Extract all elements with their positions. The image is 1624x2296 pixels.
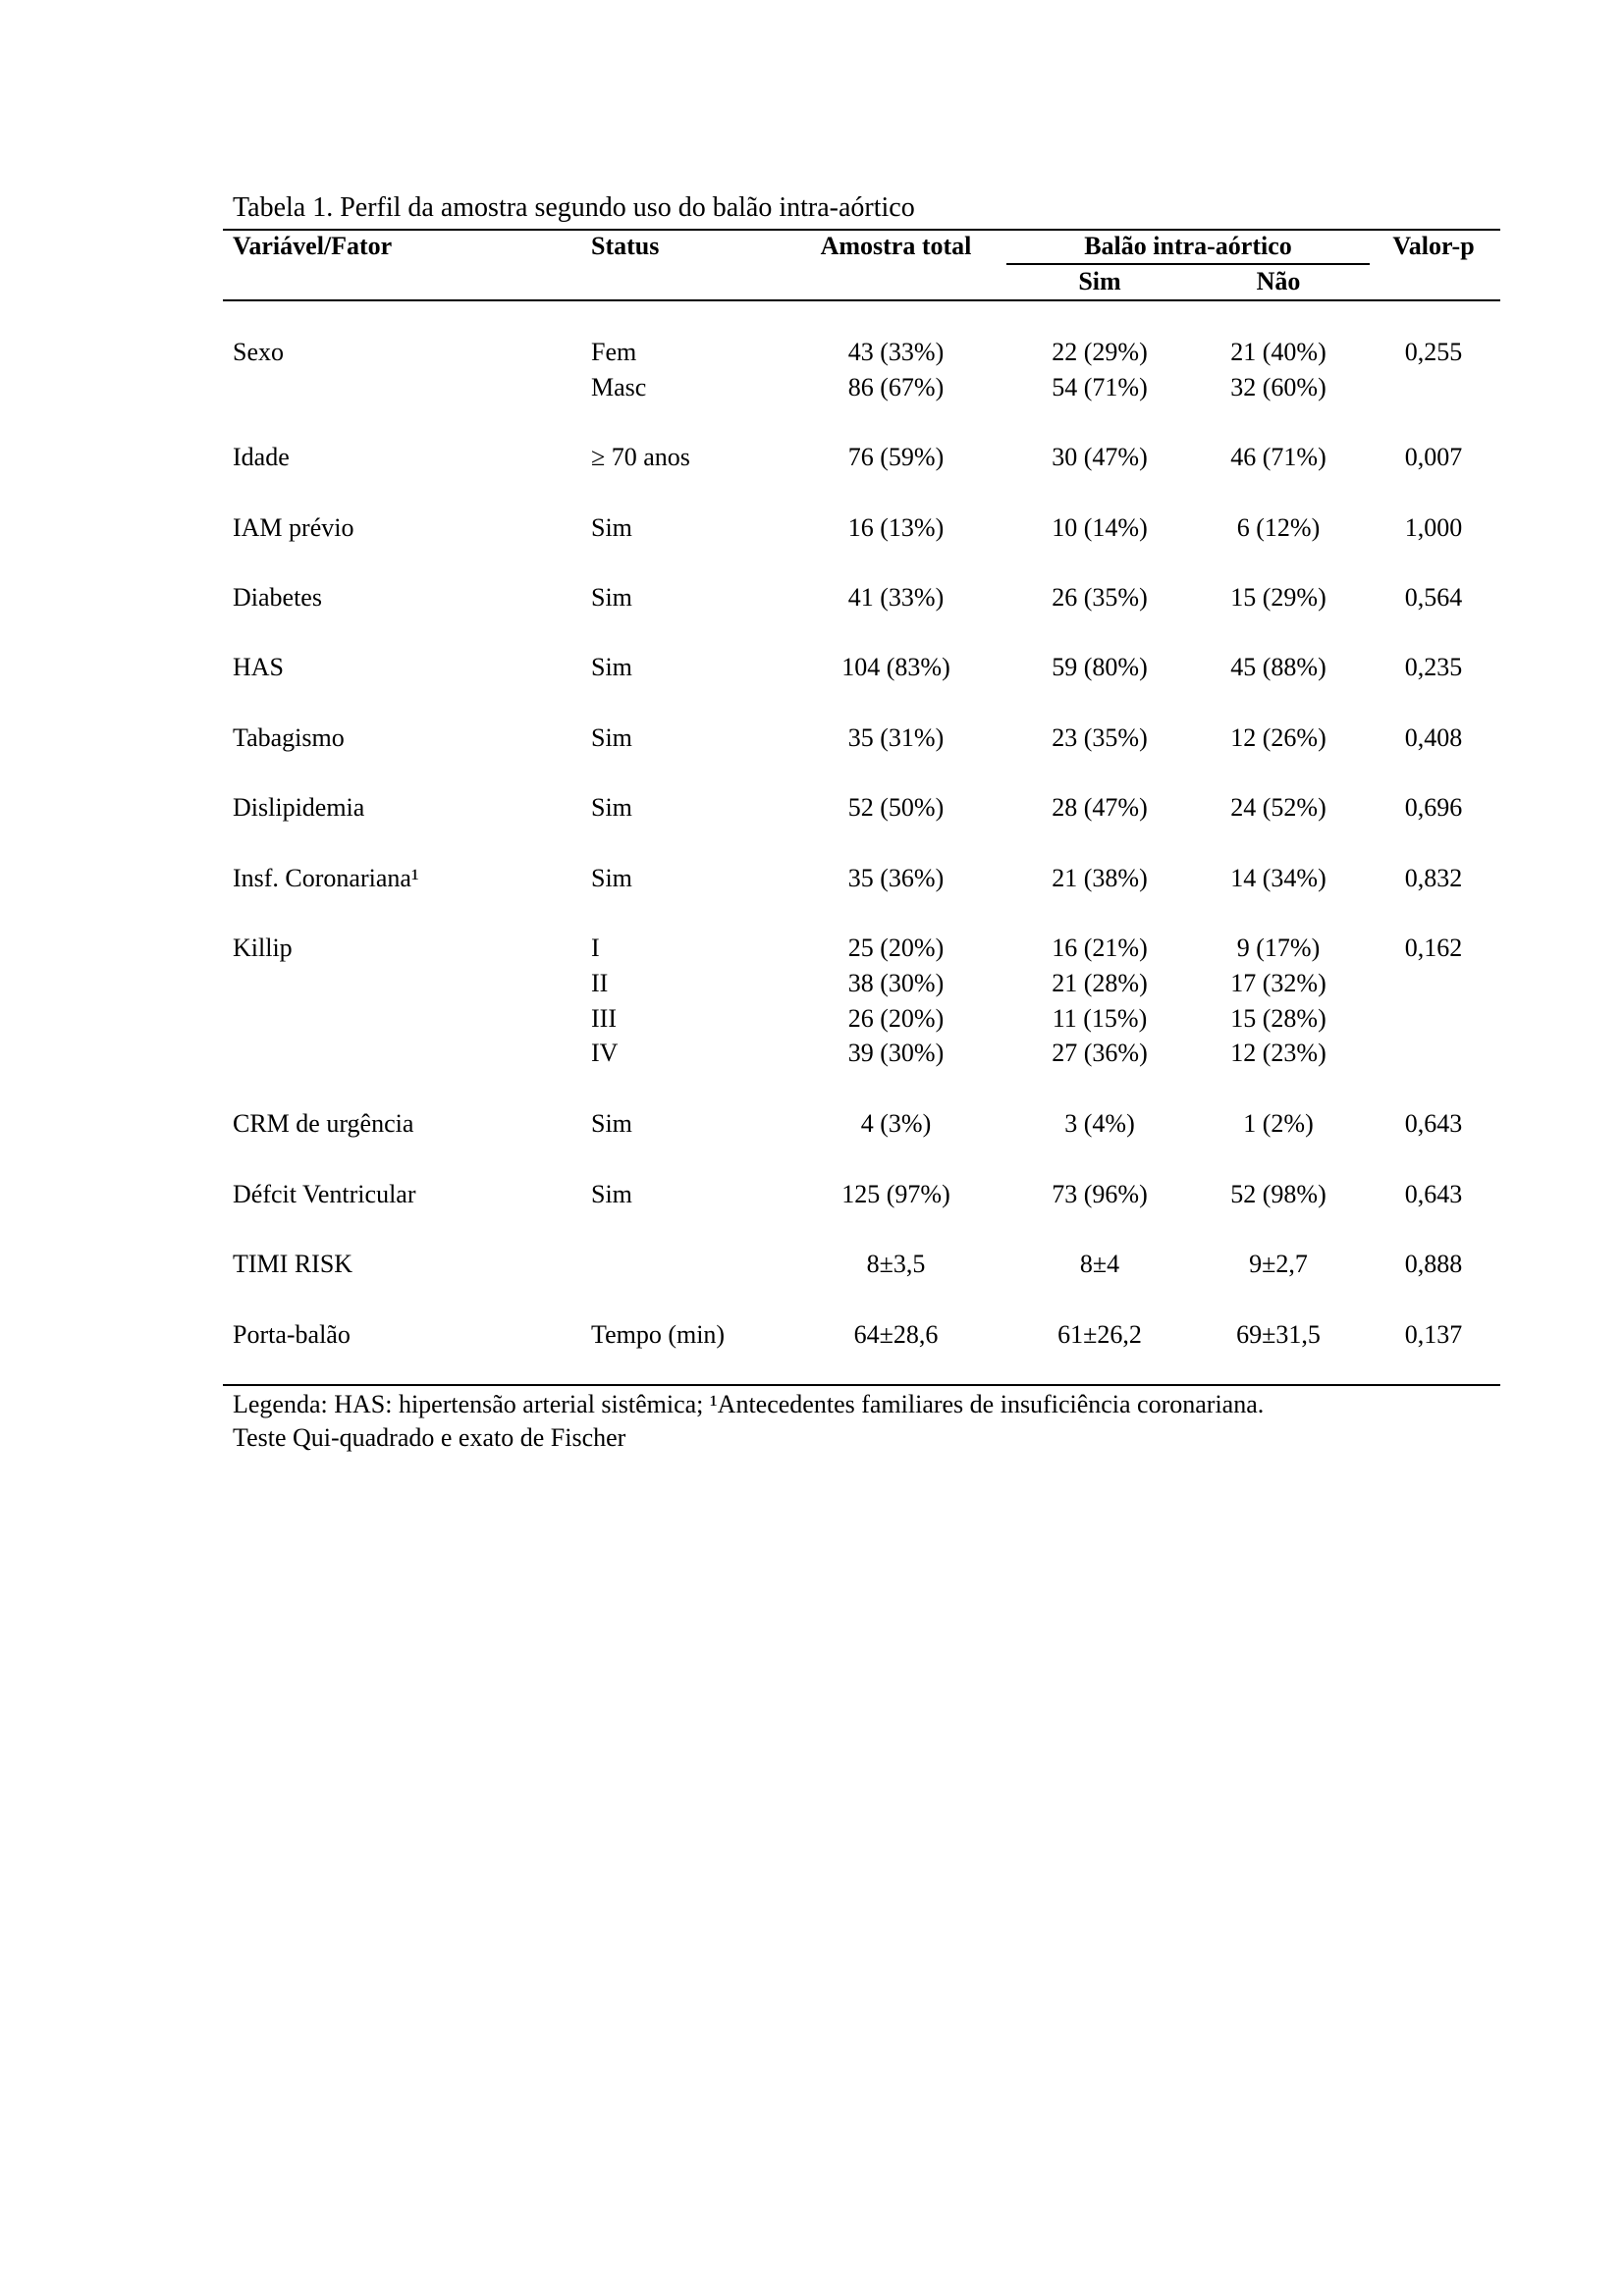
row-sim: 21 (38%) [1052, 864, 1148, 892]
row-nao: 21 (40%) [1230, 338, 1326, 366]
row-nao: 52 (98%) [1230, 1180, 1326, 1208]
legend-line-2: Teste Qui-quadrado e exato de Fischer [233, 1423, 626, 1452]
row-total: 38 (30%) [847, 969, 945, 997]
row-nao: 69±31,5 [1236, 1320, 1321, 1349]
row-status: Sim [591, 793, 632, 822]
row-status: Tempo (min) [591, 1320, 726, 1349]
header-sim: Sim [1078, 267, 1121, 295]
row-sim: 23 (35%) [1052, 723, 1148, 752]
row-total: 8±3,5 [866, 1250, 926, 1278]
row-nao: 24 (52%) [1230, 793, 1326, 822]
row-sim: 61±26,2 [1057, 1320, 1142, 1349]
row-nao: 9±2,7 [1249, 1250, 1308, 1278]
row-status: Sim [591, 513, 632, 542]
row-status: Sim [591, 1109, 632, 1138]
row-total: 35 (31%) [847, 723, 945, 752]
row-variable: Défcit Ventricular [233, 1180, 416, 1208]
row-nao: 46 (71%) [1230, 443, 1326, 471]
row-p-value: 0,162 [1404, 934, 1463, 962]
row-variable: TIMI RISK [233, 1250, 353, 1278]
row-total: 43 (33%) [847, 338, 945, 366]
row-status: Fem [591, 338, 637, 366]
legend-line-1: Legenda: HAS: hipertensão arterial sistêmica; ¹Antecedentes familiares de insuficiência coronariana. [233, 1390, 1265, 1418]
row-variable: Idade [233, 443, 290, 471]
row-total: 104 (83%) [841, 653, 950, 681]
row-nao: 14 (34%) [1230, 864, 1326, 892]
row-variable: IAM prévio [233, 513, 354, 542]
row-variable: CRM de urgência [233, 1109, 414, 1138]
header-nao: Não [1256, 267, 1301, 295]
row-nao: 12 (26%) [1230, 723, 1326, 752]
header-group: Balão intra-aórtico [1084, 232, 1292, 260]
row-variable: Insf. Coronariana¹ [233, 864, 419, 892]
row-total: 35 (36%) [847, 864, 945, 892]
row-variable: Dislipidemia [233, 793, 365, 822]
row-p-value: 0,696 [1404, 793, 1463, 822]
row-nao: 15 (29%) [1230, 583, 1326, 612]
row-sim: 11 (15%) [1052, 1004, 1148, 1033]
row-status: Sim [591, 864, 632, 892]
row-sim: 30 (47%) [1052, 443, 1148, 471]
row-p-value: 0,235 [1404, 653, 1463, 681]
row-nao: 32 (60%) [1230, 373, 1326, 401]
header-p-value: Valor-p [1392, 232, 1475, 260]
header-status: Status [591, 232, 660, 260]
row-status: ≥ 70 anos [591, 443, 690, 471]
row-total: 16 (13%) [847, 513, 945, 542]
row-total: 26 (20%) [847, 1004, 945, 1033]
row-status: II [591, 969, 609, 997]
row-total: 4 (3%) [860, 1109, 932, 1138]
table-top-rule [223, 229, 1500, 231]
header-bottom-rule [223, 299, 1500, 301]
row-sim: 8±4 [1079, 1250, 1120, 1278]
row-nao: 1 (2%) [1243, 1109, 1314, 1138]
row-status: Sim [591, 723, 632, 752]
row-sim: 28 (47%) [1052, 793, 1148, 822]
header-total: Amostra total [820, 232, 972, 260]
row-p-value: 0,137 [1404, 1320, 1463, 1349]
row-sim: 73 (96%) [1052, 1180, 1148, 1208]
row-p-value: 1,000 [1404, 513, 1463, 542]
row-nao: 6 (12%) [1236, 513, 1321, 542]
row-total: 64±28,6 [853, 1320, 939, 1349]
row-sim: 21 (28%) [1052, 969, 1148, 997]
row-sim: 27 (36%) [1052, 1039, 1148, 1067]
row-sim: 16 (21%) [1052, 934, 1148, 962]
row-nao: 17 (32%) [1230, 969, 1326, 997]
group-subrule [1006, 263, 1370, 265]
row-nao: 12 (23%) [1230, 1039, 1326, 1067]
row-variable: Porta-balão [233, 1320, 351, 1349]
row-total: 125 (97%) [841, 1180, 950, 1208]
row-status: Sim [591, 583, 632, 612]
row-p-value: 0,564 [1404, 583, 1463, 612]
row-nao: 15 (28%) [1230, 1004, 1326, 1033]
header-variable: Variável/Fator [233, 232, 393, 260]
row-p-value: 0,643 [1404, 1180, 1463, 1208]
row-p-value: 0,643 [1404, 1109, 1463, 1138]
row-total: 76 (59%) [847, 443, 945, 471]
row-sim: 59 (80%) [1052, 653, 1148, 681]
row-status: I [591, 934, 600, 962]
row-sim: 10 (14%) [1052, 513, 1148, 542]
row-total: 41 (33%) [847, 583, 945, 612]
row-p-value: 0,888 [1404, 1250, 1463, 1278]
row-status: Sim [591, 1180, 632, 1208]
row-sim: 26 (35%) [1052, 583, 1148, 612]
row-nao: 45 (88%) [1230, 653, 1326, 681]
row-variable: Sexo [233, 338, 284, 366]
row-status: Sim [591, 653, 632, 681]
row-nao: 9 (17%) [1236, 934, 1321, 962]
row-sim: 3 (4%) [1064, 1109, 1135, 1138]
row-variable: Diabetes [233, 583, 322, 612]
row-total: 39 (30%) [847, 1039, 945, 1067]
row-sim: 22 (29%) [1052, 338, 1148, 366]
row-variable: Killip [233, 934, 293, 962]
row-variable: HAS [233, 653, 285, 681]
row-variable: Tabagismo [233, 723, 345, 752]
row-p-value: 0,832 [1404, 864, 1463, 892]
row-total: 52 (50%) [847, 793, 945, 822]
row-status: IV [591, 1039, 619, 1067]
row-total: 86 (67%) [847, 373, 945, 401]
row-p-value: 0,255 [1404, 338, 1463, 366]
row-p-value: 0,408 [1404, 723, 1463, 752]
row-status: Masc [591, 373, 647, 401]
row-sim: 54 (71%) [1052, 373, 1148, 401]
table-bottom-rule [223, 1384, 1500, 1386]
row-total: 25 (20%) [847, 934, 945, 962]
row-p-value: 0,007 [1404, 443, 1463, 471]
table-caption: Tabela 1. Perfil da amostra segundo uso do balão intra-aórtico [233, 192, 915, 223]
row-status: III [591, 1004, 617, 1033]
